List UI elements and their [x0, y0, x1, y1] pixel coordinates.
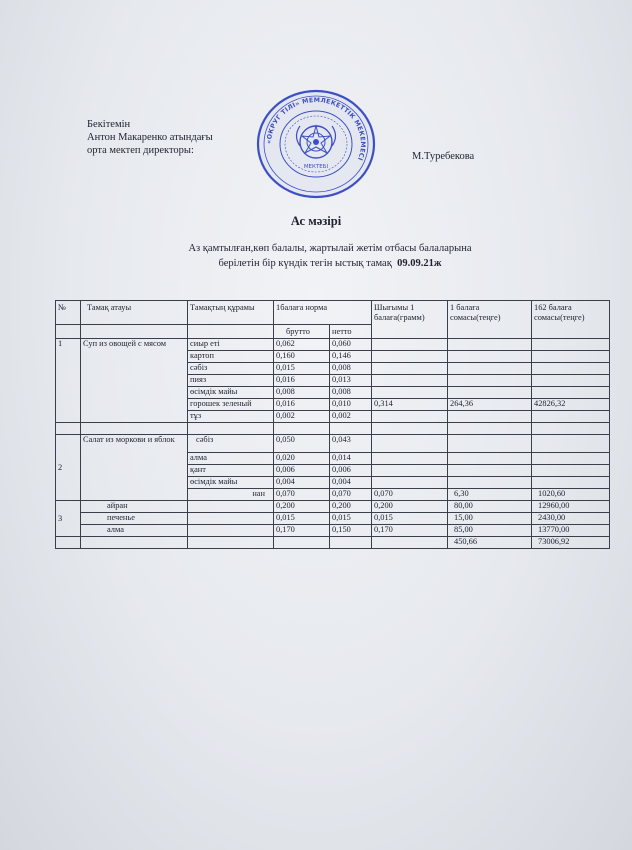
net-value: 0,013 [330, 375, 372, 387]
dish-number: 2 [56, 435, 81, 501]
ingredient: пияз [188, 375, 274, 387]
ingredient: сиыр еті [188, 339, 274, 351]
yield-value [372, 477, 448, 489]
official-stamp [255, 88, 377, 200]
gross-value: 0,002 [274, 411, 330, 423]
gross-value: 0,016 [274, 375, 330, 387]
header-cost-total: 162 балаға сомасы(теңге) [532, 301, 610, 339]
gross-value: 0,020 [274, 453, 330, 465]
header-net: нетто [330, 325, 372, 339]
yield-value [372, 411, 448, 423]
stamp-inner-text: МЕКТЕБІ [303, 164, 329, 170]
net-value: 0,004 [330, 477, 372, 489]
gross-value: 0,200 [274, 501, 330, 513]
subheader-empty [188, 325, 274, 339]
net-value: 0,070 [330, 489, 372, 501]
ingredient: өсімдік майы [188, 477, 274, 489]
ingredient: картоп [188, 351, 274, 363]
header-yield: Шығымы 1 балаға(грамм) [372, 301, 448, 339]
ingredient: қант [188, 465, 274, 477]
yield-value [372, 363, 448, 375]
subtitle-line-2 [0, 258, 632, 269]
cost-total-value: 13770,00 [532, 525, 610, 537]
header-composition: Тамақтың құрамы [188, 301, 274, 325]
net-value: 0,150 [330, 525, 372, 537]
dish-number: 3 [56, 501, 81, 537]
subtitle-line-1: Аз қамтылған,көп балалы, жартылай жетім отбасы балаларына [188, 243, 472, 254]
spacer-row [56, 423, 610, 435]
table-row [56, 513, 610, 525]
yield-value [372, 453, 448, 465]
net-value: 0,006 [330, 465, 372, 477]
ingredient: алма [188, 453, 274, 465]
cost-one-value [448, 363, 532, 375]
net-value: 0,010 [330, 399, 372, 411]
yield-value [372, 387, 448, 399]
approval-line-2: Антон Макаренко атындағы [87, 132, 213, 143]
dish-number: 1 [56, 339, 81, 423]
dish-name: Суп из овощей с мясом [81, 339, 188, 423]
cost-one-value [448, 453, 532, 465]
subheader-empty [56, 325, 81, 339]
net-value: 0,200 [330, 501, 372, 513]
dish-name: алма [81, 525, 188, 537]
net-value: 0,002 [330, 411, 372, 423]
table-row [56, 435, 610, 453]
net-value: 0,060 [330, 339, 372, 351]
cost-total-value [532, 387, 610, 399]
cost-total-value [532, 339, 610, 351]
net-value: 0,146 [330, 351, 372, 363]
total-cost-one: 450,66 [448, 537, 532, 549]
stamp-outer-text: «ОКРУГ ТІЛІ» МЕМЛЕКЕТТІК МЕКЕМЕСІ [265, 96, 367, 162]
yield-value [372, 465, 448, 477]
page-title: Ас мәзірі [290, 214, 342, 228]
cost-total-value: 2430,00 [532, 513, 610, 525]
gross-value: 0,070 [274, 489, 330, 501]
cost-total-value [532, 375, 610, 387]
subtitle-date: 09.09.21ж [397, 258, 442, 269]
dish-name: печенье [81, 513, 188, 525]
subheader-empty [81, 325, 188, 339]
cost-total-value: 12960,00 [532, 501, 610, 513]
yield-value [372, 351, 448, 363]
approval-line-1: Бекітемін [87, 119, 131, 130]
yield-value: 0,200 [372, 501, 448, 513]
cost-one-value [448, 411, 532, 423]
cost-one-value [448, 465, 532, 477]
yield-value [372, 339, 448, 351]
gross-value: 0,015 [274, 363, 330, 375]
gross-value: 0,160 [274, 351, 330, 363]
header-row [56, 301, 610, 325]
totals-row [56, 537, 610, 549]
net-value: 0,008 [330, 363, 372, 375]
cost-one-value: 15,00 [448, 513, 532, 525]
cost-one-value: 6,30 [448, 489, 532, 501]
cost-one-value: 85,00 [448, 525, 532, 537]
header-cost-one: 1 балаға сомасы(теңге) [448, 301, 532, 339]
approval-block [87, 118, 213, 157]
cost-total-value [532, 477, 610, 489]
header-dish: Тамақ атауы [81, 301, 188, 325]
cost-total-value [532, 465, 610, 477]
gross-value: 0,015 [274, 513, 330, 525]
yield-value: 0,070 [372, 489, 448, 501]
menu-table [55, 300, 610, 549]
dish-name: айран [81, 501, 188, 513]
gross-value: 0,006 [274, 465, 330, 477]
cost-total-value [532, 351, 610, 363]
table-row [56, 501, 610, 513]
ingredient: өсімдік майы [188, 387, 274, 399]
ingredient: тұз [188, 411, 274, 423]
net-value: 0,014 [330, 453, 372, 465]
cost-total-value: 42826,32 [532, 399, 610, 411]
cost-one-value [448, 387, 532, 399]
director-name: М.Туребекова [412, 151, 475, 162]
ingredient: горошек зеленый [188, 399, 274, 411]
subtitle-text: берілетін бір күндік тегін ыстық тамақ [218, 258, 392, 269]
approval-line-3: орта мектеп директоры: [87, 145, 194, 156]
cost-total-value [532, 453, 610, 465]
ingredient: сәбіз [188, 435, 274, 453]
ingredient: нан [188, 489, 274, 501]
cost-one-value [448, 351, 532, 363]
cost-total-value [532, 363, 610, 375]
ingredient [188, 501, 274, 513]
gross-value: 0,050 [274, 435, 330, 453]
header-num: № [56, 301, 81, 325]
gross-value: 0,008 [274, 387, 330, 399]
cost-total-value: 1020,60 [532, 489, 610, 501]
ingredient [188, 513, 274, 525]
cost-one-value [448, 375, 532, 387]
net-value: 0,015 [330, 513, 372, 525]
cost-one-value [448, 477, 532, 489]
cost-total-value [532, 435, 610, 453]
header-gross: брутто [274, 325, 330, 339]
net-value: 0,043 [330, 435, 372, 453]
table-row [56, 339, 610, 351]
yield-value: 0,314 [372, 399, 448, 411]
net-value: 0,008 [330, 387, 372, 399]
ingredient [188, 525, 274, 537]
ingredient: сәбіз [188, 363, 274, 375]
header-norm: 1балаға норма [274, 301, 372, 325]
cost-one-value: 80,00 [448, 501, 532, 513]
cost-one-value [448, 339, 532, 351]
gross-value: 0,016 [274, 399, 330, 411]
gross-value: 0,170 [274, 525, 330, 537]
dish-name: Салат из моркови и яблок [81, 435, 188, 501]
table-row [56, 525, 610, 537]
yield-value: 0,015 [372, 513, 448, 525]
yield-value: 0,170 [372, 525, 448, 537]
total-cost-total: 73006,92 [532, 537, 610, 549]
cost-total-value [532, 411, 610, 423]
cost-one-value [448, 435, 532, 453]
yield-value [372, 375, 448, 387]
cost-one-value: 264,36 [448, 399, 532, 411]
yield-value [372, 435, 448, 453]
gross-value: 0,004 [274, 477, 330, 489]
gross-value: 0,062 [274, 339, 330, 351]
